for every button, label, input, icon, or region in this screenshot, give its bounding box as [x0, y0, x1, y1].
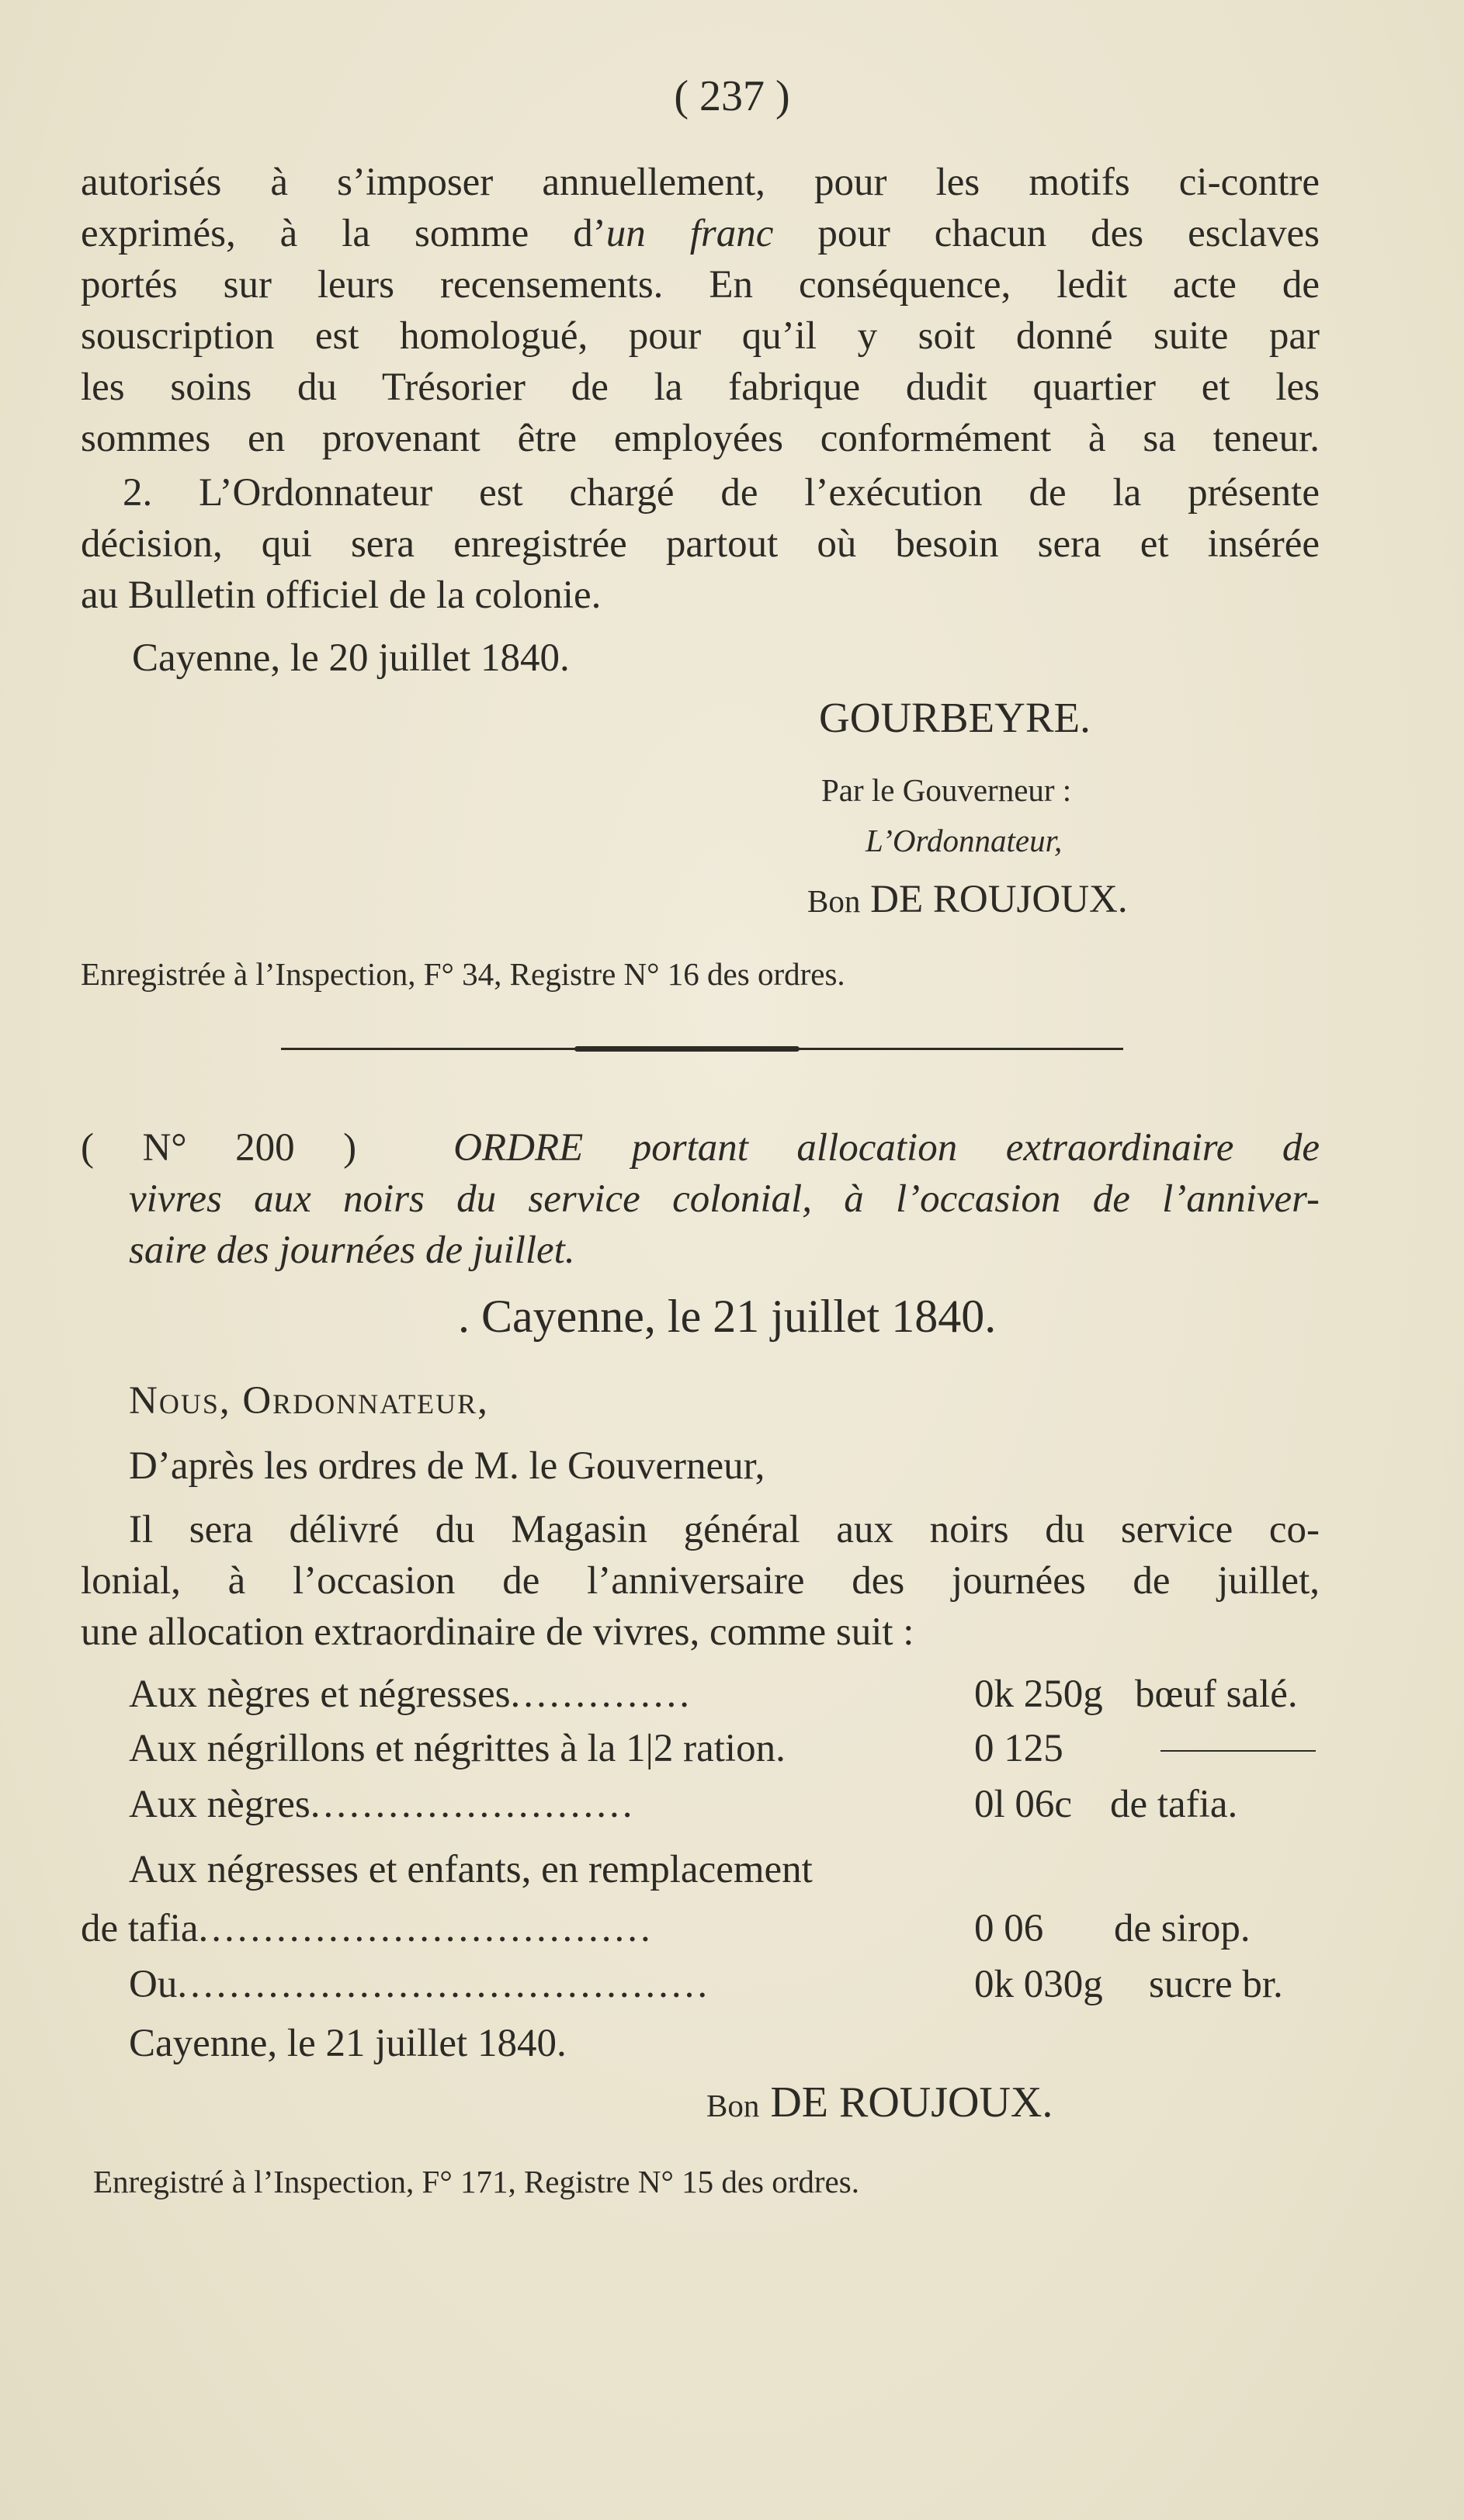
decision-registration: Enregistrée à l’Inspection, F° 34, Registre N° 16 des ordres.: [81, 956, 845, 992]
text-line: lonial, à l’occasion de l’anniversaire des journées de juillet,: [81, 1559, 1320, 1603]
ration-text: Aux nègres: [129, 1783, 310, 1826]
text-fragment: d’: [573, 212, 606, 255]
ration-item: de sirop.: [1114, 1907, 1251, 1950]
ration-label: [129, 1669, 692, 1720]
ordonnateur-name: DE ROUJOUX.: [870, 878, 1128, 921]
ordre-title: portant allocation extraordinaire de: [631, 1126, 1320, 1170]
text-fragment: pour chacun des esclaves: [817, 212, 1320, 255]
governor-signature: GOURBEYRE.: [819, 694, 1091, 741]
text-line: souscription est homologué, pour qu’il y soit donné suite par: [81, 314, 1320, 358]
ordre-date: . Cayenne, le 21 juillet 1840.: [458, 1291, 997, 1342]
ration-text: de tafia: [81, 1907, 199, 1950]
par-le-gouverneur: Par le Gouverneur :: [821, 772, 1072, 808]
text-line: 2. L’Ordonnateur est chargé de l’exécution de la présente: [123, 471, 1320, 515]
ordre-title-line: [81, 1122, 1320, 1173]
ration-quantity: 0 125: [974, 1727, 1063, 1770]
ration-quantity: 0 06: [974, 1907, 1044, 1950]
text-line: une allocation extraordinaire de vivres, comme suit :: [81, 1610, 914, 1654]
ration-item: sucre br.: [1149, 1963, 1283, 2006]
ordre-number: ( N° 200 ): [81, 1126, 357, 1170]
ration-quantity: 0k 030g: [974, 1963, 1103, 2006]
ration-label: [81, 1903, 654, 1954]
ordonnateur-signature: [807, 874, 1128, 927]
ordre-closing-date: Cayenne, le 21 juillet 1840.: [129, 2022, 567, 2065]
ordre-nous: Nous, Ordonnateur,: [129, 1379, 489, 1423]
ordre-title-line: vivres aux noirs du service colonial, à l’occasion de l’anniver-: [129, 1177, 1320, 1221]
baron-abbreviation: Bon: [807, 883, 861, 919]
text-line: portés sur leurs recensements. En conséquence, ledit acte de: [81, 263, 1320, 307]
text-line: les soins du Trésorier de la fabrique dudit quartier et les: [81, 366, 1320, 409]
decision-date: Cayenne, le 20 juillet 1840.: [132, 636, 570, 680]
text-line: au Bulletin officiel de la colonie.: [81, 574, 602, 617]
ration-label: Aux négresses et enfants, en remplacement: [129, 1848, 813, 1891]
leader-dots: ..............: [510, 1672, 692, 1716]
text-line: décision, qui sera enregistrée partout où besoin sera et insérée: [81, 522, 1320, 566]
baron-abbreviation: Bon: [706, 2088, 760, 2123]
ration-item: bœuf salé.: [1135, 1672, 1298, 1716]
text-line: sommes en provenant être employées conformément à sa teneur.: [81, 417, 1320, 460]
leader-dots: .........................................: [177, 1963, 711, 2006]
ordre-signature-name: DE ROUJOUX.: [770, 2078, 1053, 2127]
ration-text: Aux nègres et négresses: [129, 1672, 511, 1716]
ordre-title-line: saire des journées de juillet.: [129, 1229, 575, 1272]
ration-label: [129, 1779, 635, 1830]
page-number: ( 237 ): [674, 72, 790, 120]
italic-phrase: un franc: [605, 212, 774, 255]
ration-quantity: 0k 250g: [974, 1672, 1103, 1716]
leader-dots: ...................................: [198, 1907, 654, 1950]
leader-dots: .........................: [310, 1783, 636, 1826]
ration-quantity: 0l 06c: [974, 1783, 1073, 1826]
section-divider-ornament: [574, 1046, 800, 1052]
ordonnateur-title: L’Ordonnateur,: [866, 823, 1063, 858]
ordre-signature: [706, 2077, 1053, 2131]
text-line: autorisés à s’imposer annuellement, pour les motifs ci-contre: [81, 161, 1320, 204]
text-line: Il sera délivré du Magasin général aux noirs du service co-: [129, 1508, 1320, 1551]
ditto-rule: [1160, 1750, 1316, 1752]
ration-label: Aux négrillons et négrittes à la 1|2 ration.: [129, 1727, 786, 1770]
ordre-registration: Enregistré à l’Inspection, F° 171, Registre N° 15 des ordres.: [93, 2164, 859, 2199]
text-fragment: exprimés, à la somme: [81, 212, 529, 255]
ordre-word: ORDRE: [453, 1126, 584, 1170]
ration-text: Ou: [129, 1963, 178, 2006]
ration-label: [129, 1959, 710, 2010]
ordre-dapres: D’après les ordres de M. le Gouverneur,: [129, 1444, 765, 1488]
text-line: [81, 208, 1320, 259]
ration-item: de tafia.: [1110, 1783, 1238, 1826]
